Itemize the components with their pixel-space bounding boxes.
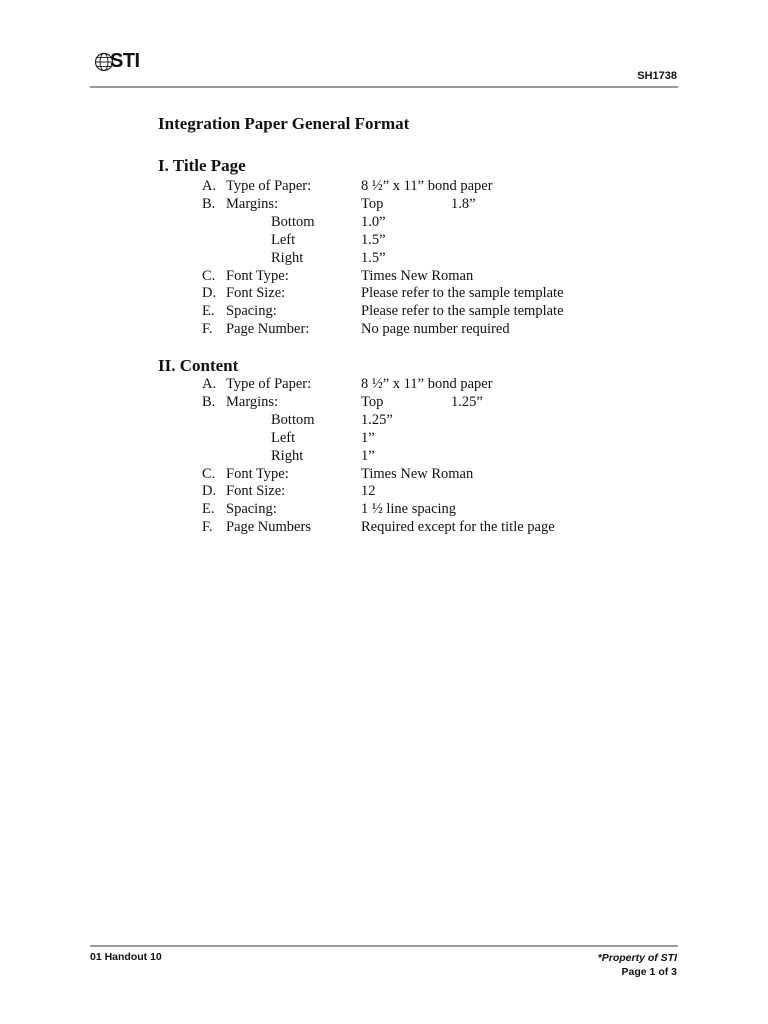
format-item [0, 302, 768, 320]
item-value: Please refer to the sample template [361, 285, 564, 302]
format-item [0, 500, 768, 518]
item-label: Page Number: [226, 321, 310, 338]
item-value: Top [361, 195, 384, 212]
item-value: Please refer to the sample template [361, 303, 564, 320]
format-item [0, 411, 768, 429]
item-letter: C. [202, 465, 216, 482]
format-item [0, 177, 768, 195]
item-label: Font Size: [226, 285, 286, 302]
footer-rule [90, 945, 678, 947]
item-value: 8 ½” x 11” bond paper [361, 178, 493, 194]
item-letter: B. [202, 195, 216, 212]
section-heading: I. Title Page [158, 156, 246, 175]
format-item [0, 213, 768, 231]
item-value: 1.5” [361, 249, 386, 266]
item-letter: E. [202, 303, 215, 320]
item-label: Margins: [226, 195, 279, 212]
item-label: Spacing: [226, 303, 277, 320]
item-value: No page number required [361, 321, 510, 338]
item-value: 12 [361, 483, 376, 500]
page-number: Page 1 of 3 [621, 966, 677, 978]
item-value: 1” [361, 429, 375, 446]
item-letter: B. [202, 393, 216, 410]
format-item [0, 447, 768, 465]
item-letter: D. [202, 483, 217, 500]
format-item [0, 518, 768, 536]
item-value: Times New Roman [361, 465, 474, 482]
format-item [0, 375, 768, 393]
header-rule [90, 86, 678, 88]
item-value: 1.5” [361, 231, 386, 248]
item-value: 8 ½” x 11” bond paper [361, 376, 493, 392]
format-item [0, 249, 768, 267]
format-item [0, 231, 768, 249]
format-item [0, 429, 768, 447]
format-item [0, 482, 768, 500]
format-item [0, 393, 768, 411]
item-label: Page Numbers [226, 519, 311, 536]
format-item [0, 465, 768, 483]
item-label: Font Size: [226, 483, 286, 500]
margin-side-label: Bottom [271, 213, 315, 230]
margin-side-label: Left [271, 231, 296, 248]
section-heading: II. Content [158, 356, 239, 375]
item-value: 1” [361, 447, 375, 464]
property-notice: *Property of STI [597, 952, 677, 964]
margin-side-label: Left [271, 429, 296, 446]
item-value: Top [361, 393, 384, 410]
item-label: Type of Paper: [226, 178, 312, 194]
document-code: SH1738 [637, 70, 677, 82]
item-letter: A. [202, 376, 217, 392]
logo-text: STI [110, 50, 140, 72]
margin-top-value: 1.8” [451, 195, 476, 212]
format-item [0, 284, 768, 302]
margin-side-label: Right [271, 447, 304, 464]
item-letter: C. [202, 267, 216, 284]
item-letter: F. [202, 321, 213, 338]
document-title: Integration Paper General Format [158, 114, 410, 133]
item-label: Font Type: [226, 267, 289, 284]
item-value: Required except for the title page [361, 519, 555, 536]
footer-info [598, 951, 677, 979]
item-label: Type of Paper: [226, 376, 312, 392]
item-letter: E. [202, 501, 215, 518]
format-item [0, 320, 768, 338]
handout-label: 01 Handout 10 [90, 951, 162, 963]
item-value: 1.0” [361, 213, 386, 230]
item-letter: A. [202, 178, 217, 194]
margin-top-value: 1.25” [451, 393, 483, 410]
item-label: Font Type: [226, 465, 289, 482]
item-value: 1 ½ line spacing [361, 501, 457, 518]
item-label: Margins: [226, 393, 279, 410]
format-item [0, 267, 768, 285]
item-letter: D. [202, 285, 217, 302]
format-item [0, 195, 768, 213]
item-label: Spacing: [226, 501, 277, 518]
sti-logo [94, 50, 154, 78]
margin-side-label: Bottom [271, 411, 315, 428]
item-value: 1.25” [361, 411, 393, 428]
margin-side-label: Right [271, 249, 304, 266]
item-letter: F. [202, 519, 213, 536]
item-value: Times New Roman [361, 267, 474, 284]
